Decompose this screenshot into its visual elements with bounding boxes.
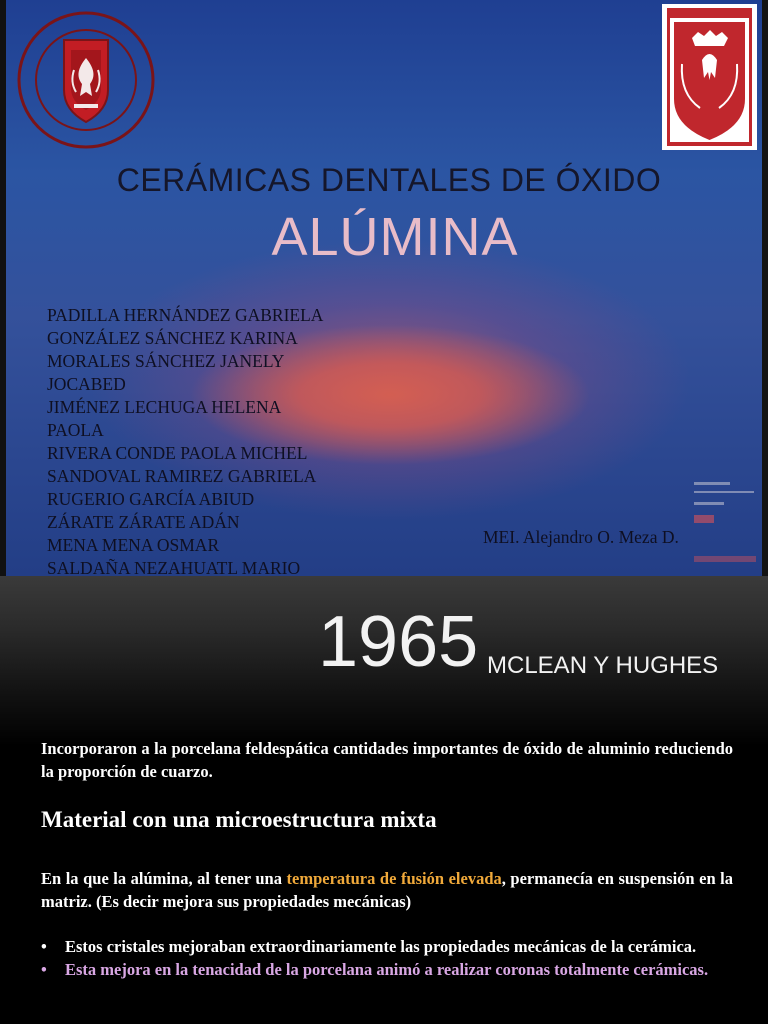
list-item xyxy=(41,935,733,958)
content-slide xyxy=(0,576,768,1024)
author-name: RUGERIO GARCÍA ABIUD xyxy=(47,489,255,509)
author-name: RIVERA CONDE PAOLA MICHEL xyxy=(47,443,308,463)
paragraph-text: , permanecía en suspensión en la matriz. (Es decir mejora sus propiedades mecánicas) xyxy=(41,869,733,911)
author-name: ZÁRATE ZÁRATE ADÁN xyxy=(47,512,240,532)
slide-title: CERÁMICAS DENTALES DE ÓXIDO xyxy=(116,162,662,198)
author-name: JOCABED xyxy=(47,374,126,394)
researchers-heading: MCLEAN Y HUGHES xyxy=(487,652,719,679)
highlight-text: temperatura de fusión elevada xyxy=(286,869,502,888)
author-name: JIMÉNEZ LECHUGA HELENA xyxy=(47,397,282,417)
intro-paragraph: Incorporaron a la porcelana feldespática cantidades importantes de óxido de aluminio reduciendo la proporción de cuarzo. xyxy=(41,739,733,781)
faculty-logo-icon xyxy=(662,4,757,150)
author-name: MENA MENA OSMAR xyxy=(47,535,220,555)
watermark-marks xyxy=(694,482,758,568)
slide-edge-left xyxy=(0,0,6,576)
author-name: PAOLA xyxy=(47,420,104,440)
year-heading: 1965 xyxy=(318,602,479,682)
bullet-icon: • xyxy=(41,937,47,956)
author-name: MORALES SÁNCHEZ JANELY xyxy=(47,351,285,371)
list-item xyxy=(41,958,733,981)
paragraph-text: En la que la alúmina, al tener una xyxy=(41,869,287,888)
authors-list xyxy=(47,304,323,576)
author-name: PADILLA HERNÁNDEZ GABRIELA xyxy=(47,305,324,325)
slide-edge-right xyxy=(762,0,768,576)
bullet-icon: • xyxy=(41,960,47,979)
bullet-list xyxy=(41,935,733,981)
author-name: GONZÁLEZ SÁNCHEZ KARINA xyxy=(47,328,298,348)
author-name: SANDOVAL RAMIREZ GABRIELA xyxy=(47,466,317,486)
author-name: SALDAÑA NEZAHUATL MARIO xyxy=(47,558,301,576)
slide-subtitle: ALÚMINA xyxy=(271,207,519,267)
list-item-text: Esta mejora en la tenacidad de la porcelana animó a realizar coronas totalmente cerámicas. xyxy=(65,960,709,979)
list-item-text: Estos cristales mejoraban extraordinariamente las propiedades mecánicas de la cerámica. xyxy=(65,937,697,956)
advisor-name: MEI. Alejandro O. Meza D. xyxy=(483,527,679,547)
description-paragraph xyxy=(41,867,733,913)
university-seal-icon xyxy=(16,10,156,150)
section-heading: Material con una microestructura mixta xyxy=(41,807,437,832)
